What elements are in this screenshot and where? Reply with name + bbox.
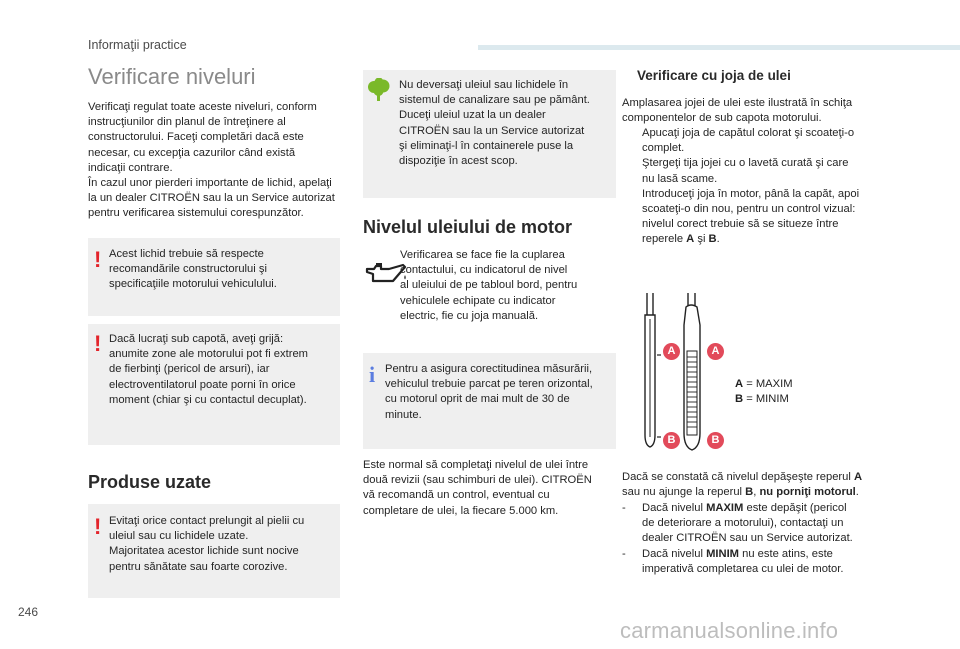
step-text: reperele — [642, 233, 687, 246]
step-line: Introduceţi joja în motor, până la capăt, apoi — [642, 187, 860, 200]
eco-line: dispoziţie în acest scop. — [399, 155, 518, 168]
dash-line: imperativă completarea cu ulei de motor. — [642, 562, 844, 575]
do-not-start-warning: nu porniţi motorul — [759, 486, 856, 499]
watermark: carmanualsonline.info — [620, 618, 839, 643]
marker-b-right: B — [707, 432, 724, 449]
normal-line: Este normal să completaţi nivelul de ulei între — [363, 459, 589, 471]
step-line: Apucaţi joja de capătul colorat şi scoateţi-o — [642, 127, 855, 139]
warning-icon: ! — [94, 247, 102, 272]
intro-paragraph — [88, 100, 343, 222]
eco-line: CITROËN sau la un Service autorizat — [399, 124, 585, 137]
warning-line: recomandările constructorului şi — [109, 263, 267, 276]
legend-letter: B — [735, 393, 744, 406]
dash-bullet: - — [622, 547, 626, 560]
step-text: şi — [694, 233, 709, 246]
level-dash-list — [622, 501, 922, 577]
marker-a-left: A — [663, 343, 680, 360]
step-item — [622, 187, 922, 248]
step-text: . — [716, 233, 720, 246]
warning-line: moment (chiar şi cu contactul decuplat). — [109, 393, 307, 406]
section-title: Informaţii practice — [88, 38, 187, 52]
level-line — [622, 485, 922, 500]
oil-line: Verificarea se face fie la cuplarea — [400, 249, 565, 261]
oil-level-title: Nivelul uleiului de motor — [363, 217, 573, 237]
step-line: Ştergeţi tija jojei cu o lavetă curată şi care — [642, 157, 849, 170]
intro-line: la un dealer CITROËN sau la un Service autorizat — [88, 192, 335, 205]
eco-line: Nu deversaţi uleiul sau lichidele în — [399, 79, 569, 91]
warning-line: de fierbinţi (pericol de arsuri), iar — [109, 363, 270, 376]
marker-b-left: B — [663, 432, 680, 449]
marker-ref-b: B — [708, 233, 717, 246]
dash-line: dealer CITROËN sau un Service autorizat. — [642, 532, 853, 545]
marker-ref-a: A — [686, 233, 695, 246]
warning-icon: ! — [94, 331, 102, 356]
oil-line: electric, fie cu joja manuală. — [400, 309, 539, 322]
dash-bold: MAXIM — [706, 502, 744, 514]
dipstick-steps — [622, 126, 922, 248]
intro-line: pentru verificarea sistemului corespunzător. — [88, 207, 304, 220]
warning-icon: ! — [94, 514, 102, 539]
dipstick-title: Verificare cu joja de ulei — [637, 68, 791, 83]
dipstick-legend — [735, 377, 793, 407]
normal-line: vă recomandă un control, eventual cu — [363, 489, 550, 502]
info-line: cu motorul oprit de mai mult de 30 de — [385, 393, 570, 406]
dash-text: nu este atins, este — [739, 547, 833, 560]
legend-max — [735, 377, 793, 392]
dipstick-intro-line: componentelor de sub capota motorului. — [622, 112, 822, 125]
info-line: Pentru a asigura corectitudinea măsurării, — [385, 363, 593, 375]
warning-text-hood — [109, 332, 337, 408]
info-icon: i — [369, 362, 376, 387]
step-line: nivelul corect trebuie să se situeze între — [642, 218, 839, 231]
intro-line: În cazul unor pierderi importante de lichid, apelaţi — [88, 177, 332, 190]
warning-line: uleiul sau cu lichidele uzate. — [109, 530, 249, 543]
normal-line: completare de ulei, la fiecare 5.000 km. — [363, 504, 559, 517]
warning-line: electroventilatorul poate porni în orice — [109, 378, 296, 391]
intro-line: instrucţiunilor din planul de întreţinere al — [88, 116, 286, 129]
page-title: Verificare niveluri — [88, 64, 256, 89]
eco-text — [399, 78, 613, 169]
marker-ref-b: B — [745, 486, 754, 499]
eco-line: Duceţi uleiul uzat la un dealer — [399, 109, 546, 122]
level-text: Dacă se constată că nivelul depăşeşte reperul — [622, 471, 854, 483]
oil-line: vehiculele echipate cu indicator — [400, 294, 556, 307]
marker-ref-a: A — [853, 471, 863, 483]
legend-letter: A — [735, 378, 744, 390]
legend-text: = MINIM — [743, 393, 789, 406]
level-check-text — [622, 470, 922, 500]
warning-line: Acest lichid trebuie să respecte — [109, 248, 264, 260]
normal-refill-text — [363, 458, 618, 519]
step-line: nu lasă scame. — [642, 172, 718, 185]
warning-line: pentru sănătate sau foarte corozive. — [109, 560, 288, 573]
dash-bold: MINIM — [706, 547, 739, 560]
intro-line: indicaţii contrare. — [88, 161, 173, 174]
info-line: vehiculul trebuie parcat pe teren orizontal, — [385, 378, 593, 391]
page-number: 246 — [18, 605, 39, 619]
step-line — [642, 232, 922, 247]
step-item — [622, 126, 922, 156]
intro-line: constructorului. Faceţi completări dacă este — [88, 131, 304, 144]
warning-text-fluid — [109, 247, 337, 293]
oil-line: contactului, cu indicatorul de nivel — [400, 264, 568, 277]
legend-min — [735, 392, 793, 407]
level-text: , — [753, 486, 760, 499]
intro-line: necesar, cu excepţia cazurilor când există — [88, 146, 296, 159]
step-item — [622, 156, 922, 186]
warning-text-used — [109, 514, 337, 575]
dipstick-intro-line: Amplasarea jojei de ulei este ilustrată în schiţa — [622, 97, 853, 109]
dash-text: este depăşit (pericol — [743, 502, 847, 514]
dash-item — [622, 547, 922, 577]
step-line: complet. — [642, 142, 685, 155]
warning-line: anumite zone ale motorului pot fi extrem — [109, 348, 308, 361]
level-text: sau nu ajunge la reperul — [622, 486, 746, 499]
dash-text: Dacă nivelul — [642, 502, 707, 514]
warning-line: Majoritatea acestor lichide sunt nocive — [109, 545, 299, 558]
dash-line: de deteriorare a motorului), contactaţi un — [642, 517, 844, 530]
dash-item — [622, 501, 922, 547]
oil-line: al uleiului de pe tabloul bord, pentru — [400, 279, 578, 292]
warning-line: Evitaţi orice contact prelungit al pielii cu — [109, 515, 305, 527]
used-products-title: Produse uzate — [88, 472, 212, 492]
eco-line: sistemul de canalizare sau pe pământ. — [399, 94, 590, 107]
info-text — [385, 362, 613, 423]
marker-a-right: A — [707, 343, 724, 360]
eco-line: şi eliminaţi-l în containerele puse la — [399, 139, 574, 152]
level-line — [622, 470, 922, 485]
warning-line: Dacă lucraţi sub capotă, aveţi grijă: — [109, 333, 284, 345]
dash-line — [642, 501, 922, 516]
dash-bullet: - — [622, 502, 626, 514]
header-bar — [478, 45, 960, 50]
dash-line — [642, 547, 922, 562]
level-text: . — [855, 486, 859, 499]
info-line: minute. — [385, 408, 422, 421]
dipstick-intro — [622, 96, 922, 126]
eco-tree-icon — [366, 78, 392, 102]
legend-text: = MAXIM — [743, 378, 793, 390]
warning-line: specificaţiile motorului vehiculului. — [109, 278, 277, 291]
normal-line: două revizii (sau schimburi de ulei). CITROËN — [363, 474, 592, 487]
dash-text: Dacă nivelul — [642, 547, 707, 560]
oil-level-text — [400, 248, 615, 324]
intro-line: Verificaţi regulat toate aceste niveluri, conform — [88, 101, 317, 113]
step-line: scoateţi-o din nou, pentru un control vizual: — [642, 203, 856, 216]
